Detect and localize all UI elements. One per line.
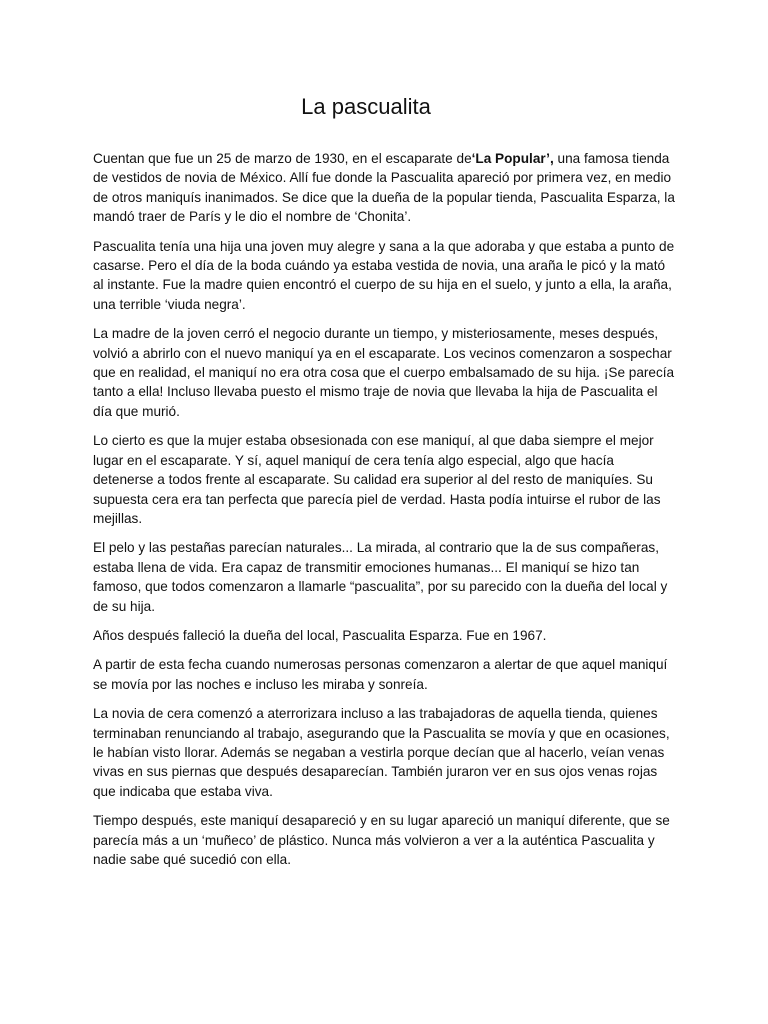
- document-title: La pascualita: [301, 94, 431, 119]
- paragraph-1-rest: una famosa tienda de vestidos de novia de México. Allí fue donde la Pascualita apareció por primera vez, en medio de otros maniquís inanimados. Se dice que la dueña de la popular tienda, Pascualita Esparza, la mandó traer de París y le dio el nombre de ‘Chonita’.: [93, 151, 675, 225]
- paragraph-6: Años después falleció la dueña del local, Pascualita Esparza. Fue en 1967.: [93, 627, 547, 643]
- paragraph-7: A partir de esta fecha cuando numerosas personas comenzaron a alertar de que aquel maniquí se movía por las noches e incluso les miraba y sonreía.: [93, 657, 668, 692]
- paragraph-9: Tiempo después, este maniquí desapareció y en su lugar apareció un maniquí diferente, que se parecía más a un ‘muñeco’ de plástico. Nunca más volvieron a ver a la auténtica Pascualita y nadie sabe qué sucedió con ella.: [93, 813, 670, 867]
- paragraph-2: Pascualita tenía una hija una joven muy alegre y sana a la que adoraba y que estaba a punto de casarse. Pero el día de la boda cuándo ya estaba vestida de novia, una araña le picó y la mató al instante. Fue la madre quien encontró el cuerpo de su hija en el suelo, y junto a ella, la araña, una terrible ‘viuda negra’.: [93, 238, 675, 312]
- document-body: [93, 149, 678, 879]
- paragraph-4: Lo cierto es que la mujer estaba obsesionada con ese maniquí, al que daba siempre el mejor lugar en el escaparate. Y sí, aquel maniquí de cera tenía algo especial, algo que hacía detenerse a todos frente al escaparate. Su calidad era superior al del resto de maniquíes. Su supuesta cera era tan perfecta que parecía piel de verdad. Hasta podía intuirse el rubor de las mejillas.: [93, 433, 661, 526]
- paragraph-3: La madre de la joven cerró el negocio durante un tiempo, y misteriosamente, meses después, volvió a abrirlo con el nuevo maniquí ya en el escaparate. Los vecinos comenzaron a sospechar que en realidad, el maniquí no era otra cosa que el cuerpo embalsamado de su hija. ¡Se parecía tanto a ella! Incluso llevaba puesto el mismo traje de novia que llevaba la hija de Pascualita el día que murió.: [93, 326, 675, 419]
- paragraph-8: La novia de cera comenzó a aterrorizara incluso a las trabajadoras de aquella tienda, quienes terminaban renunciando al trabajo, asegurando que la Pascualita se movía y que en ocasiones, le habían visto llorar. Además se negaban a vestirla porque decían que al hacerlo, veían venas vivas en sus piernas que después desaparecían. También juraron ver en sus ojos venas rojas que indicaba que estaba viva.: [93, 706, 670, 799]
- paragraph-1-start: Cuentan que fue un 25 de marzo de 1930, en el escaparate de: [93, 151, 472, 166]
- store-name-bold: ‘La Popular’,: [471, 151, 554, 166]
- paragraph-5: El pelo y las pestañas parecían naturales... La mirada, al contrario que la de sus compañeras, estaba llena de vida. Era capaz de transmitir emociones humanas... El maniquí se hizo tan famoso, que todos comenzaron a llamarle “pascualita”, por su parecido con la dueña del local y de su hija.: [93, 540, 668, 614]
- paragraph-1: [93, 149, 678, 227]
